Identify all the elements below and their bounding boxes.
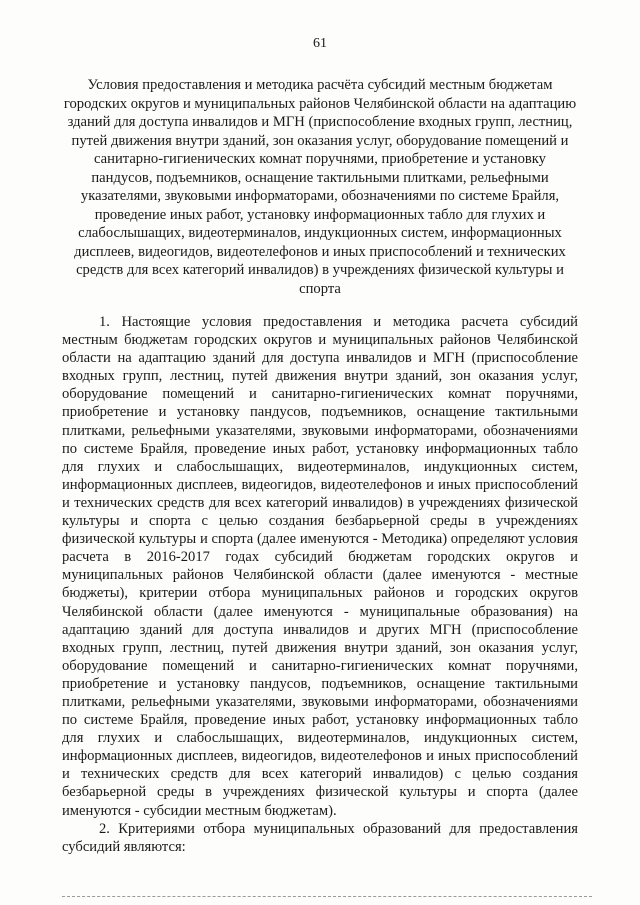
paragraph-1: 1. Настоящие условия предоставления и методика расчета субсидий местным бюджетам городских округов и муниципальных районов Челябинской области на адаптацию зданий для доступа инвалидов и МГН (приспособление входных групп, лестниц, путей движения внутри зданий, зон оказания услуг, оборудование помещений и санитарно-гигиенических комнат поручнями, приобретение и установку пандусов, подъемников, оснащение тактильными плитками, рельефными указателями, звуковыми информаторами, обозначениями по системе Брайля, проведение иных работ, установку информационных табло для глухих и слабослышащих, видеотерминалов, индукционных систем, информационных дисплеев, видеогидов, видеотелефонов и иных приспособлений и технических средств для всех категорий инвалидов) в учреждениях физической культуры и спорта с целью создания безбарьерной среды в учреждениях физической культуры и спорта (далее именуются - Методика) определяют условия расчета в 2016-2017 годах субсидий бюджетам городских округов и муниципальных районов Челябинской области (далее именуются - местные бюджеты), критерии отбора муниципальных районов и городских округов Челябинской области (далее именуются - муниципальные образования) на адаптацию зданий для доступа инвалидов и других МГН (приспособление входных групп, лестниц, путей движения внутри зданий, зон оказания услуг, оборудование помещений и санитарно-гигиенических комнат поручнями, приобретение и установку пандусов, подъемников, оснащение тактильными плитками, рельефными указателями, звуковыми информаторами, обозначениями по системе Брайля, проведение иных работ, установку информационных табло для глухих и слабослышащих, видеотерминалов, индукционных систем, информационных дисплеев, видеогидов, видеотелефонов и иных приспособлений и технических средств для всех категорий инвалидов) с целью создания безбарьерной среды в учреждениях физической культуры и спорта (далее именуются - субсидии местным бюджетам). (62, 314, 578, 819)
bottom-divider (62, 896, 592, 897)
document-title: Условия предоставления и методика расчёта субсидий местным бюджетам городских округов и муниципальных районов Челябинской области на адаптацию зданий для доступа инвалидов и МГН (приспособление входных групп, лестниц, путей движения внутри зданий, зон оказания услуг, оборудование помещений и санитарно-гигиенических комнат поручнями, приобретение и установку пандусов, подъемников, оснащение тактильными плитками, рельефными указателями, звуковыми информаторами, обозначениями по системе Брайля, проведение иных работ, установку информационных табло для глухих и слабослышащих, видеотерминалов, индукционных систем, информационных дисплеев, видеогидов, видеотелефонов и иных приспособлений и технических средств для всех категорий инвалидов) в учреждениях физической культуры и спорта (63, 77, 577, 297)
page-number: 61 (313, 36, 327, 51)
paragraph-2: 2. Критериями отбора муниципальных образований для предоставления субсидий являются: (62, 820, 578, 855)
